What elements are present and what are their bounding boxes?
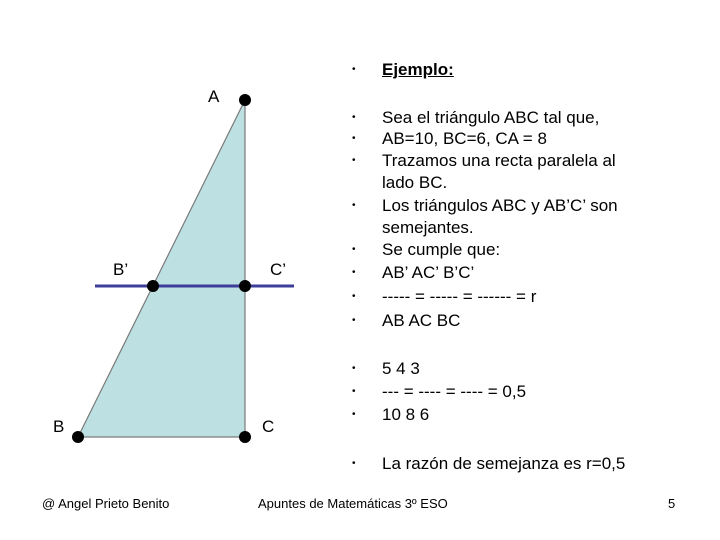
line-text: AB=10, BC=6, CA = 8 (382, 129, 547, 148)
bullet: • (352, 244, 356, 255)
bullet: • (352, 291, 356, 302)
line-text: Se cumple que: (382, 240, 501, 259)
bullet: • (352, 133, 356, 144)
footer-title: Apuntes de Matemáticas 3º ESO (258, 496, 448, 511)
fraction-denominators: AB AC BC (382, 311, 461, 330)
label-c: C (262, 417, 275, 436)
heading: Ejemplo: (382, 60, 454, 79)
bullet: • (352, 458, 356, 469)
vertex-c-prime-point (239, 280, 251, 292)
line-text: Sea el triángulo ABC tal que, (382, 108, 600, 127)
bullet: • (352, 155, 356, 166)
bullet: • (352, 267, 356, 278)
bullet: • (352, 64, 356, 75)
page-number: 5 (668, 496, 676, 511)
bullet: • (352, 200, 356, 211)
line-text: Trazamos una recta paralela al (382, 151, 616, 170)
label-c-prime: C’ (270, 260, 287, 279)
label-b: B (53, 417, 65, 436)
fraction-numerators: AB’ AC’ B’C’ (382, 263, 475, 282)
fraction-numerators: 5 4 3 (382, 359, 420, 378)
line-text: lado BC. (382, 173, 448, 192)
fraction-denominators: 10 8 6 (382, 405, 430, 424)
footer-author: @ Angel Prieto Benito (42, 496, 170, 511)
vertex-c-point (239, 431, 251, 443)
line-text: La razón de semejanza es r=0,5 (382, 454, 626, 473)
line-text: semejantes. (382, 218, 474, 237)
bullet: • (352, 112, 356, 123)
vertex-b-point (72, 431, 84, 443)
fraction-bars: --- = ---- = ---- = 0,5 (382, 382, 527, 401)
bullet: • (352, 386, 356, 397)
vertex-b-prime-point (147, 280, 159, 292)
bullet: • (352, 315, 356, 326)
label-a: A (208, 87, 220, 106)
line-text: Los triángulos ABC y AB’C’ son (382, 196, 618, 215)
label-b-prime: B’ (113, 260, 129, 279)
fraction-bars: ----- = ----- = ------ = r (382, 287, 537, 306)
bullet: • (352, 363, 356, 374)
vertex-a-point (239, 94, 251, 106)
bullet: • (352, 409, 356, 420)
